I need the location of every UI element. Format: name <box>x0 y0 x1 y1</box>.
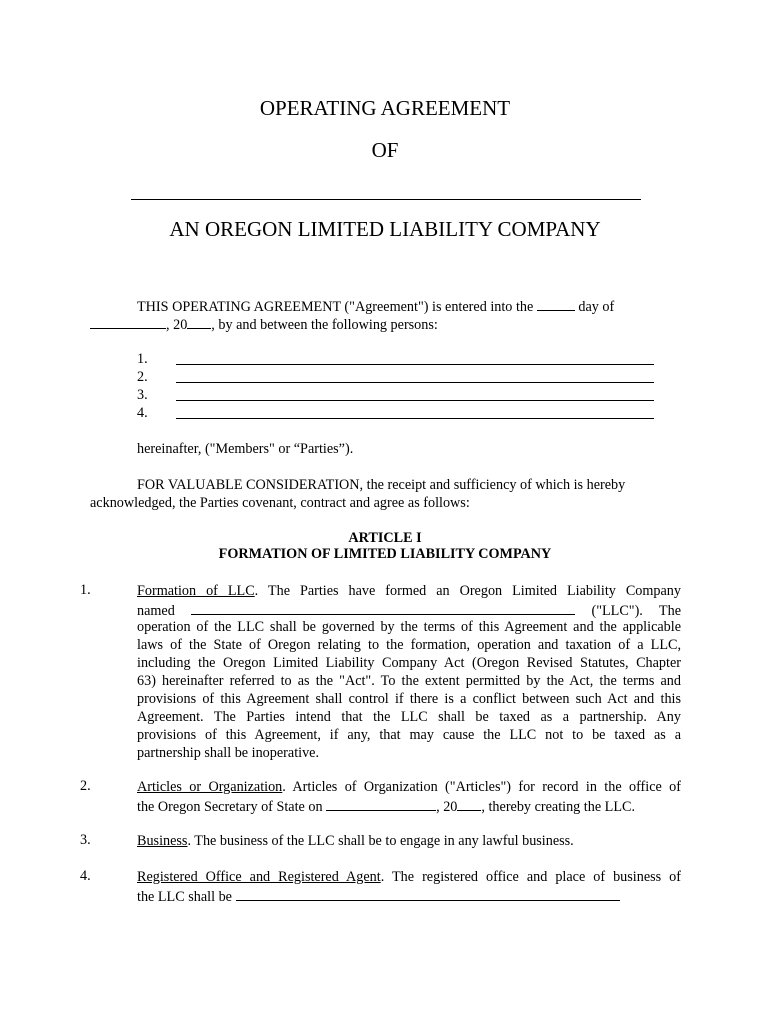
section-1-line-6: 63) hereinafter referred to as the "Act". To the extent permitted by the Act, the terms and <box>137 673 681 689</box>
section-2-line-1: Articles or Organization. Articles of Organization ("Articles") for record in the office of <box>137 779 681 795</box>
member-name-line-1 <box>176 364 654 365</box>
member-number-3: 3. <box>137 387 148 403</box>
article-number: ARTICLE I <box>348 530 422 546</box>
section-1-line-5: including the Oregon Limited Liability Company Act (Oregon Revised Statutes, Chapter <box>137 655 681 671</box>
section-4-line-1: Registered Office and Registered Agent. The registered office and place of business of <box>137 869 681 885</box>
section-4-line-2: the LLC shall be <box>137 886 620 906</box>
section-1-line-2: named ("LLC"). The <box>137 600 681 620</box>
section-number-2: 2. <box>80 778 91 794</box>
member-name-line-2 <box>176 382 654 383</box>
section-2-line-2: the Oregon Secretary of State on , 20 , thereby creating the LLC. <box>137 796 635 816</box>
member-name-line-4 <box>176 418 654 419</box>
member-number-2: 2. <box>137 369 148 385</box>
intro-line-2: , 20 , by and between the following persons: <box>90 314 438 334</box>
member-number-1: 1. <box>137 351 148 367</box>
section-1-line-1: Formation of LLC. The Parties have formed an Oregon Limited Liability Company <box>137 583 681 599</box>
section-number-4: 4. <box>80 868 91 884</box>
section-1-line-3: operation of the LLC shall be governed by the terms of this Agreement and the applicable <box>137 619 681 635</box>
intro-line-1: THIS OPERATING AGREEMENT ("Agreement") is entered into the day of <box>137 296 614 316</box>
document-subtitle: AN OREGON LIMITED LIABILITY COMPANY <box>169 217 601 241</box>
section-number-1: 1. <box>80 582 91 598</box>
consideration-line-1: FOR VALUABLE CONSIDERATION, the receipt and sufficiency of which is hereby <box>137 477 626 493</box>
consideration-line-2: acknowledged, the Parties covenant, contract and agree as follows: <box>90 495 470 511</box>
section-3-line-1: Business. The business of the LLC shall be to engage in any lawful business. <box>137 833 574 849</box>
section-number-3: 3. <box>80 832 91 848</box>
section-1-line-4: laws of the State of Oregon relating to the formation, operation and taxation of a LLC, <box>137 637 681 653</box>
document-title: OPERATING AGREEMENT <box>259 96 511 120</box>
article-title: FORMATION OF LIMITED LIABILITY COMPANY <box>218 546 552 562</box>
company-name-blank-line <box>131 199 641 200</box>
member-number-4: 4. <box>137 405 148 421</box>
hereinafter-text: hereinafter, ("Members" or “Parties”). <box>137 441 354 457</box>
section-1-line-9: provisions of this Agreement, if any, that may cause the LLC not to be taxed as a <box>137 727 681 743</box>
section-1-line-10: partnership shall be inoperative. <box>137 745 320 761</box>
section-1-line-8: Agreement. The Parties intend that the LLC shall be taxed as a partnership. Any <box>137 709 681 725</box>
member-name-line-3 <box>176 400 654 401</box>
section-1-line-7: provisions of this Agreement shall control if there is a conflict between such Act and this <box>137 691 681 707</box>
document-title-of: OF <box>371 138 399 162</box>
